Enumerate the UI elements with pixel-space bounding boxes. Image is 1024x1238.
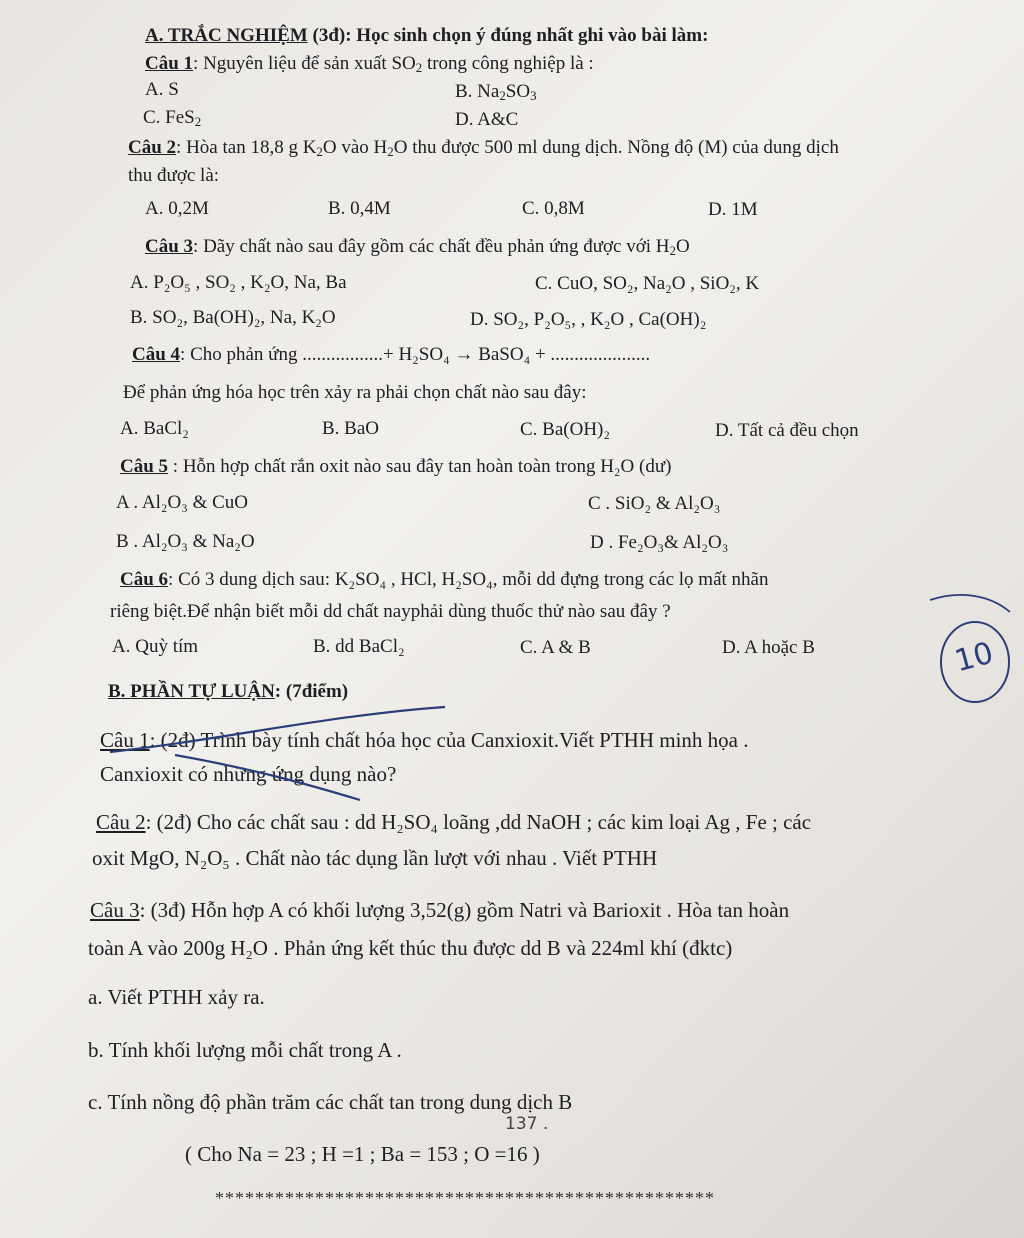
part-b-title: B. PHẦN TỰ LUẬN — [108, 681, 275, 702]
q5-option-d: D . Fe₂O₃& Al₂O₃ — [590, 532, 729, 553]
q3-option-a: A. P₂O₅ , SO₂ , K₂O, Na, Ba — [130, 272, 347, 293]
score-circle — [941, 622, 1009, 702]
q4-option-c: C. Ba(OH)₂ — [520, 419, 610, 440]
score-arc — [930, 595, 1010, 612]
question-1 — [145, 52, 594, 76]
part-a-heading — [145, 24, 708, 48]
q2-option-a: A. 0,2M — [145, 198, 209, 219]
essay-question-1: Câu 1: (2đ) Trình bày tính chất hóa học của Canxioxit.Viết PTHH minh họa . — [100, 728, 749, 752]
essay-question-3-b: b. Tính khối lượng mỗi chất trong A . — [88, 1038, 402, 1062]
q2-option-d: D. 1M — [708, 199, 758, 220]
q5-option-a: A . Al₂O₃ & CuO — [116, 492, 249, 513]
essay-question-2-cont: oxit MgO, N₂O₅ . Chất nào tác dụng lần lượt với nhau . Viết PTHH — [92, 846, 658, 870]
question-3: Câu 3: Dãy chất nào sau đây gồm các chất đều phản ứng được với $H_2O$ — [145, 236, 690, 259]
separator-stars: ************************************************** — [215, 1188, 715, 1208]
question-4-cont: Để phản ứng hóa học trên xảy ra phải chọn chất nào sau đây: — [123, 382, 587, 403]
essay-question-1-cont: Canxioxit có những ứng dụng nào? — [100, 762, 397, 786]
q2-option-b: B. 0,4M — [328, 198, 391, 219]
q6-option-c: C. A & B — [520, 637, 591, 658]
part-a-title-rest: (3đ): Học sinh chọn ý đúng nhất ghi vào bài làm: — [307, 25, 709, 46]
q3-option-d: D. SO₂, P₂O₅, , K₂O , Ca(OH)₂ — [470, 309, 707, 330]
q5-option-b: B . Al₂O₃ & Na₂O — [116, 531, 255, 552]
given-atomic-masses: ( Cho Na = 23 ; H =1 ; Ba = 153 ; O =16 ) — [185, 1142, 540, 1166]
question-2-cont: thu được là: — [128, 165, 220, 186]
question-5: Câu 5 : Hỗn hợp chất rắn oxit nào sau đây tan hoàn toàn trong H₂O (dư) — [120, 456, 672, 477]
part-a-title: A. TRẮC NGHIỆM — [145, 25, 308, 46]
q6-option-d: D. A hoặc B — [722, 637, 815, 658]
question-text: trong công nghiệp là : — [422, 53, 594, 74]
subscript: 2 — [415, 60, 423, 76]
q4-option-a: A. BaCl₂ — [120, 418, 189, 439]
question-label: Câu 1 — [145, 53, 194, 74]
handwritten-note: 137 . — [505, 1114, 549, 1134]
question-label: Câu 6 — [120, 569, 169, 590]
q6-option-b: B. dd BaCl₂ — [313, 636, 405, 657]
q4-option-b: B. BaO — [322, 418, 379, 439]
essay-question-2: Câu 2: (2đ) Cho các chất sau : dd H₂SO₄ loãng ,dd NaOH ; các kim loại Ag , Fe ; các — [96, 810, 812, 834]
essay-question-3: Câu 3: (3đ) Hỗn hợp A có khối lượng 3,52(g) gồm Natri và Barioxit . Hòa tan hoàn — [90, 898, 790, 922]
q2-option-c: C. 0,8M — [522, 198, 585, 219]
question-4: Câu 4: Cho phản ứng .................+ H₂SO₄ → BaSO₄ + ..................... — [132, 344, 651, 365]
q6-option-a: A. Quỳ tím — [112, 636, 199, 657]
q5-option-c: C . SiO₂ & Al₂O₃ — [588, 493, 721, 514]
question-6: Câu 6: Có 3 dung dịch sau: K₂SO₄ , HCl, H₂SO₄, mỗi dd đựng trong các lọ mất nhãn — [120, 569, 769, 590]
score-mark: 10 — [951, 635, 998, 680]
part-b-heading — [108, 680, 348, 704]
question-label: Câu 3 — [90, 898, 140, 922]
question-label: Câu 4 — [132, 344, 181, 365]
q1-option-b: B. $Na_2SO_3$ — [455, 81, 537, 104]
question-label: Câu 3 — [145, 236, 194, 257]
essay-question-3-a: a. Viết PTHH xảy ra. — [88, 985, 265, 1009]
question-label: Câu 2 — [128, 137, 177, 158]
question-text: : Nguyên liệu để sản xuất SO — [193, 53, 416, 74]
part-b-title-rest: : (7điểm) — [274, 681, 349, 702]
question-label: Câu 1 — [100, 728, 150, 752]
question-2: Câu 2: Hòa tan 18,8 g $K_2O$ vào $H_2O$ thu được 500 ml dung dịch. Nồng độ (M) của dung dịch — [128, 137, 839, 160]
q1-option-c: C. FeS$_2$ — [143, 107, 202, 130]
essay-question-3-c: c. Tính nồng độ phần trăm các chất tan trong dung dịch B — [88, 1090, 573, 1114]
q1-option-d: D. A&C — [455, 109, 519, 130]
question-label: Câu 5 — [120, 456, 169, 477]
q4-option-d: D. Tất cả đều chọn — [715, 420, 859, 441]
q1-option-a: A. S — [145, 79, 179, 100]
q3-option-b: B. SO₂, Ba(OH)₂, Na, K₂O — [130, 307, 336, 328]
q3-option-c: C. CuO, SO₂, Na₂O , SiO₂, K — [535, 273, 760, 294]
question-6-cont: riêng biệt.Để nhận biết mỗi dd chất nayphải dùng thuốc thử nào sau đây ? — [110, 601, 671, 622]
essay-question-3-cont: toàn A vào 200g H₂O . Phản ứng kết thúc thu được dd B và 224ml khí (đktc) — [88, 936, 733, 960]
question-label: Câu 2 — [96, 810, 146, 834]
